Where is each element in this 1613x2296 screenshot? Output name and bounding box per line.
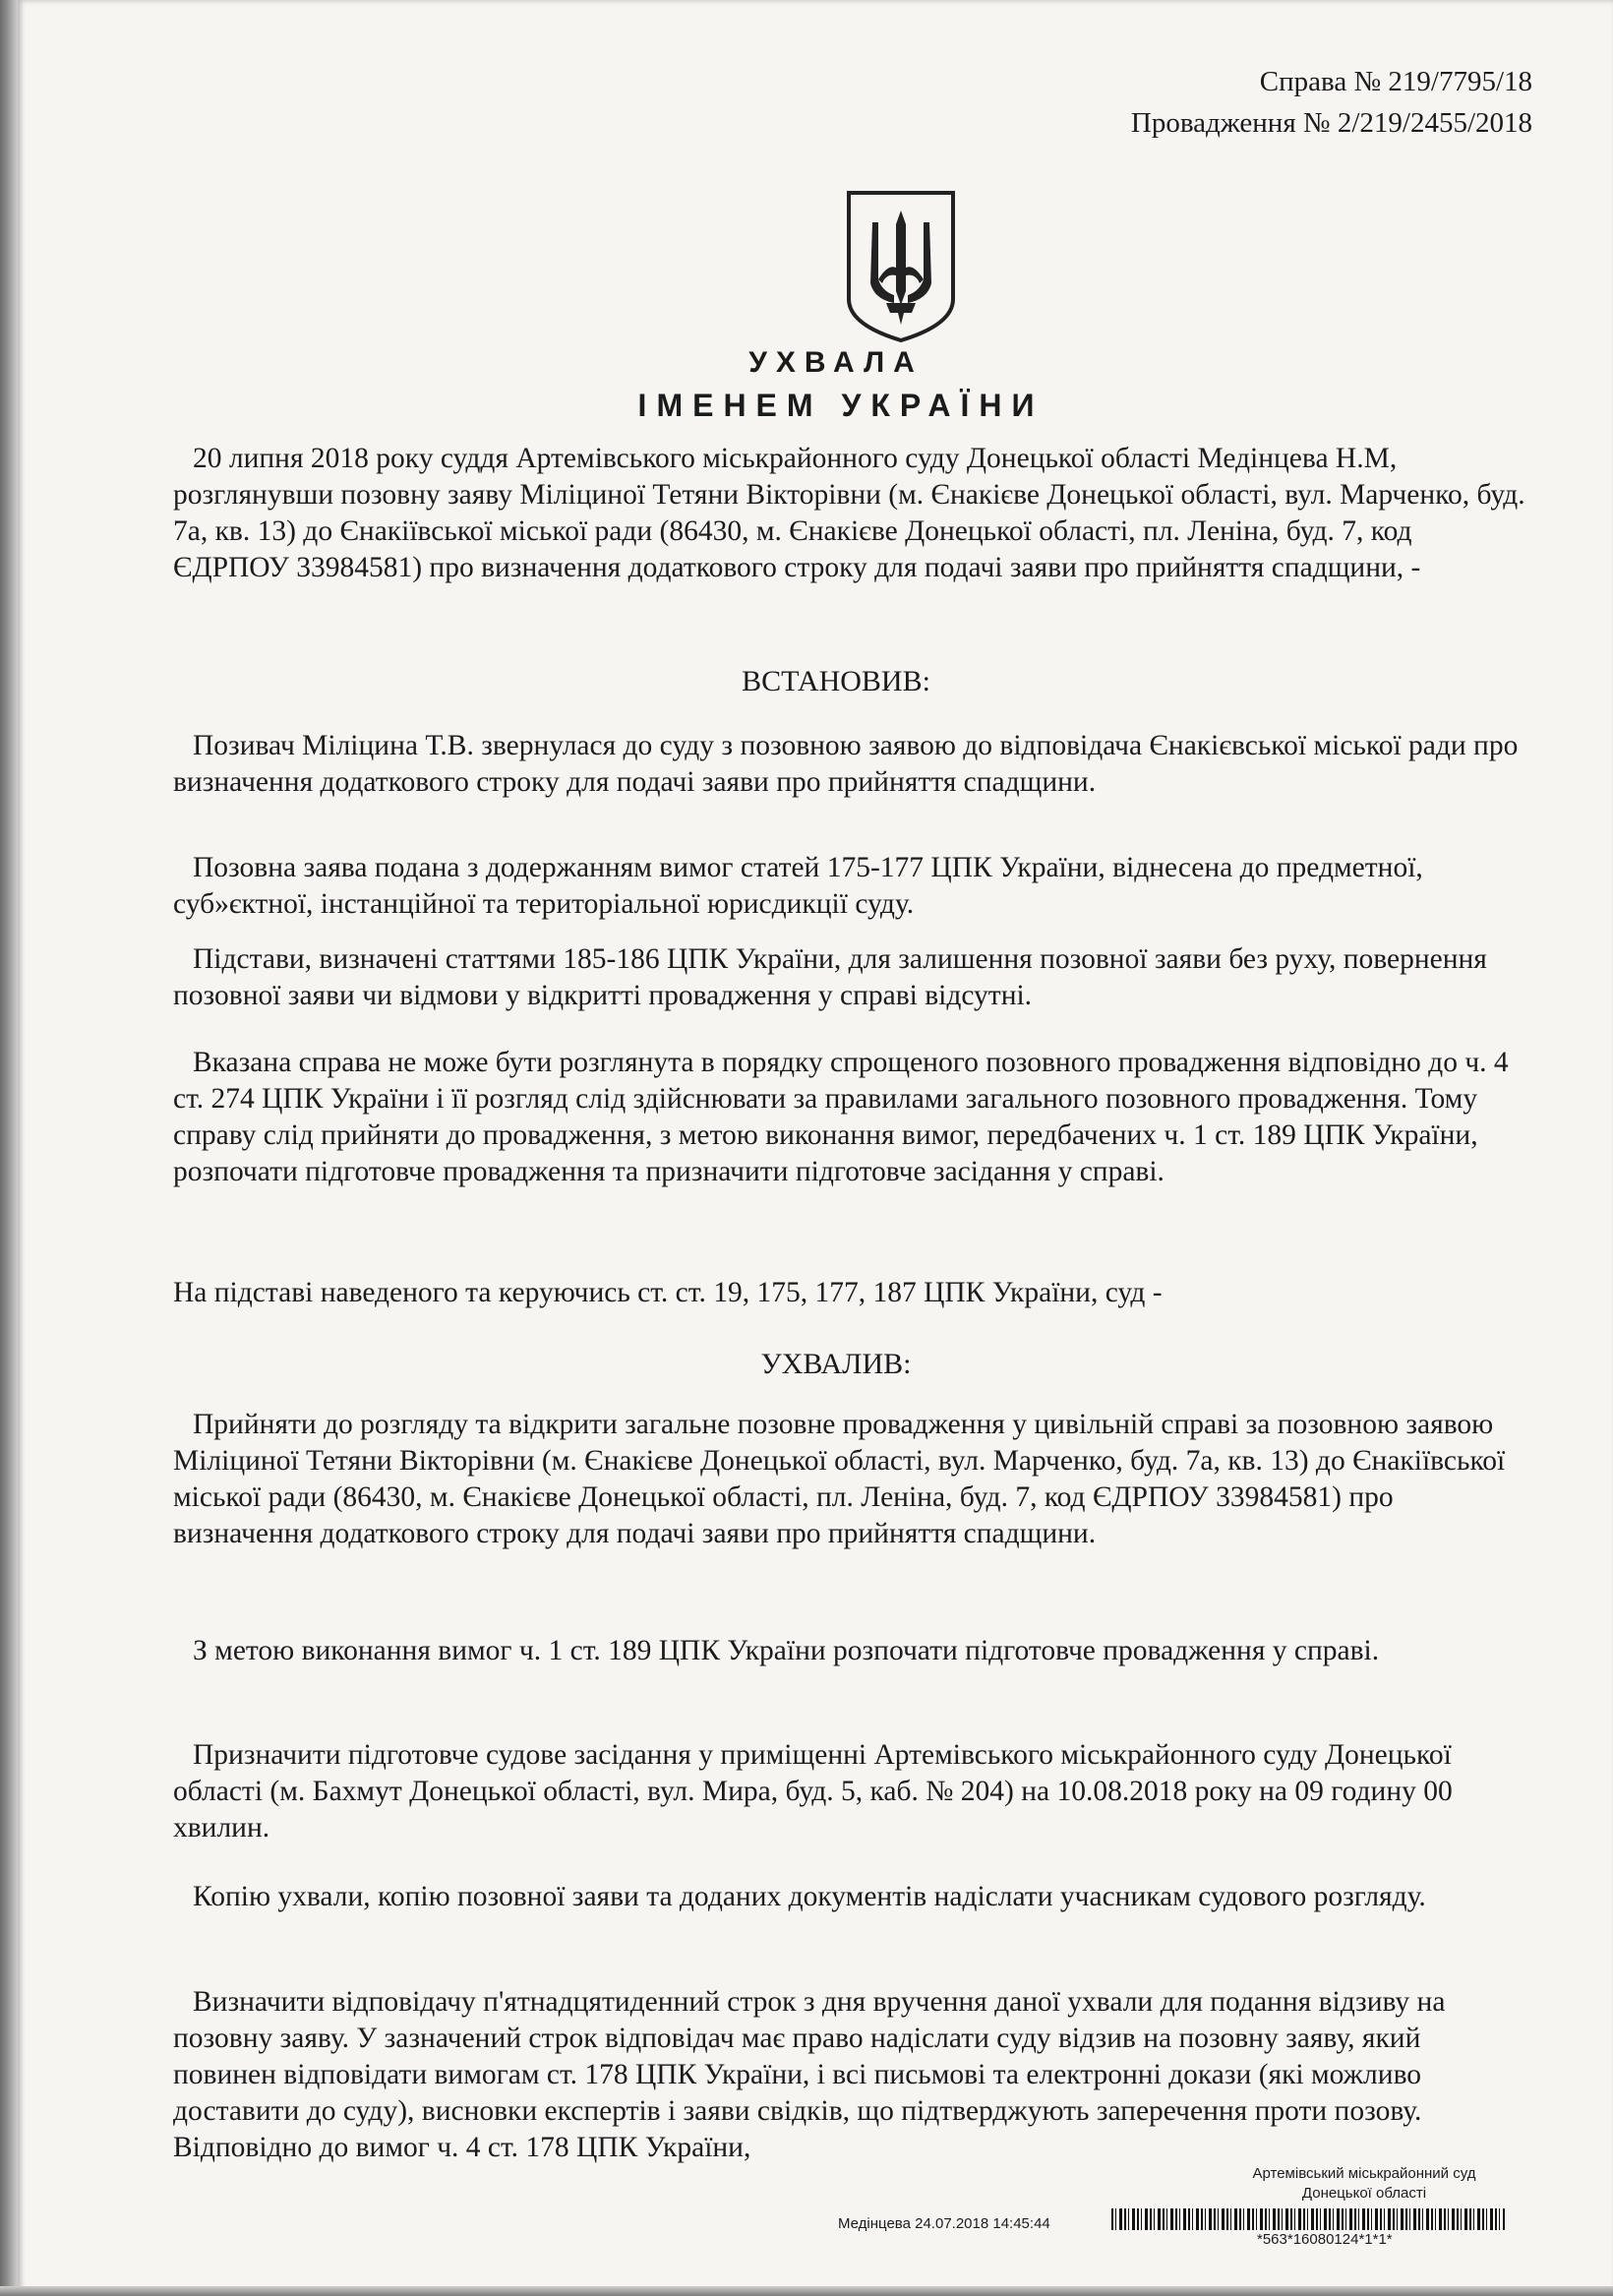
- resolved-heading: УХВАЛИВ:: [760, 1348, 912, 1380]
- case-number-block: [1131, 61, 1532, 144]
- document-barcode: [1111, 2208, 1505, 2230]
- signature-timestamp: Медінцева 24.07.2018 14:45:44: [838, 2215, 1050, 2232]
- court-stamp: [1202, 2164, 1526, 2204]
- resolved-paragraph-5: Визначити відповідачу п'ятнадцятиденний строк з дня вручення даної ухвали для подання відзиву на позовну заяву. У зазначений строк відповідач має право надіслати суду відзив на позовну заяву, який повинен відповідати вимогам ст. 178 ЦПК України, і всі письмові та електронні докази (які можливо доставити до суду), висновки експертів і заяви свідків, що підтверджують заперечення проти позову. Відповідно до вимог ч. 4 ст. 178 ЦПК України,: [173, 1986, 1446, 2163]
- resolved-paragraph-2: З метою виконання вимог ч. 1 ст. 189 ЦПК України розпочати підготовче провадження у справі.: [193, 1635, 1380, 1666]
- barcode-number: *563*16080124*1*1*: [1257, 2231, 1393, 2248]
- established-paragraph-1: Позивач Міліцина Т.В. звернулася до суду з позовною заявою до відповідача Єнакієвської міської ради про визначення додаткового строку для подачі заяви про прийняття спадщини.: [173, 730, 1519, 798]
- case-number: Справа № 219/7795/18: [1259, 66, 1532, 97]
- intro-paragraph: 20 липня 2018 року суддя Артемівського міськрайонного суду Донецької області Медінцева Н.М, розглянувши позовну заяву Міліциної Тетяни Вікторівни (м. Єнакієве Донецької області, вул. Марченко, буд. 7а, кв. 13) до Єнакіївської міської ради (86430, м. Єнакієве Донецької області, пл. Леніна, буд. 7, код ЄДРПОУ 33984581) про визначення додаткового строку для подачі заяви про прийняття спадщини, -: [173, 443, 1525, 583]
- established-paragraph-4: Вказана справа не може бути розглянута в порядку спрощеного позовного провадження відповідно до ч. 4 ст. 274 ЦПК України і її розгляд слід здійснювати за правилами загального позовного провадження. Тому справу слід прийняти до провадження, з метою виконання вимог, передбачених ч. 1 ст. 189 ЦПК України, розпочати підготовче провадження та призначити підготовче засідання у справі.: [173, 1047, 1509, 1187]
- scan-bottom-edge: [0, 2286, 1613, 2296]
- resolved-paragraph-3: Призначити підготовче судове засідання у приміщенні Артемівського міськрайонного суду Донецької області (м. Бахмут Донецької області, вул. Мира, буд. 5, каб. № 204) на 10.08.2018 року на 09 годину 00 хвилин.: [173, 1739, 1453, 1843]
- scan-left-edge: [0, 0, 18, 2296]
- document-type-title: УХВАЛА: [748, 346, 924, 379]
- in-the-name-of-ukraine-title: ІМЕНЕМ УКРАЇНИ: [637, 388, 1045, 423]
- resolved-paragraph-4: Копію ухвали, копію позовної заяви та доданих документів надіслати учасникам судового розгляду.: [193, 1881, 1426, 1912]
- court-stamp-line-2: Донецької області: [1301, 2185, 1427, 2202]
- legal-basis-paragraph: На підставі наведеного та керуючись ст. ст. 19, 175, 177, 187 ЦПК України, суд -: [173, 1277, 1163, 1308]
- established-paragraph-3: Підстави, визначені статтями 185-186 ЦПК України, для залишення позовної заяви без руху, повернення позовної заяви чи відмови у відкритті провадження у справі відсутні.: [173, 943, 1487, 1011]
- established-paragraph-2: Позовна заява подана з додержанням вимог статей 175-177 ЦПК України, віднесена до предметної, суб»єктної, інстанційної та територіальної юрисдикції суду.: [173, 852, 1423, 920]
- proceeding-number: Провадження № 2/219/2455/2018: [1130, 107, 1532, 139]
- established-heading: ВСТАНОВИВ:: [742, 665, 930, 697]
- court-stamp-line-1: Артемівський міськрайонний суд: [1252, 2165, 1476, 2182]
- trident-coat-of-arms-icon: [843, 189, 959, 344]
- resolved-paragraph-1: Прийняти до розгляду та відкрити загальне позовне провадження у цивільній справі за позовною заявою Міліциної Тетяни Вікторівни (м. Єнакієве Донецької області, вул. Марченко, буд. 7а, кв. 13) до Єнакіївської міської ради (86430, м. Єнакієве Донецької області, пл. Леніна, буд. 7, код ЄДРПОУ 33984581) про визначення додаткового строку для подачі заяви про прийняття спадщини.: [173, 1409, 1506, 1549]
